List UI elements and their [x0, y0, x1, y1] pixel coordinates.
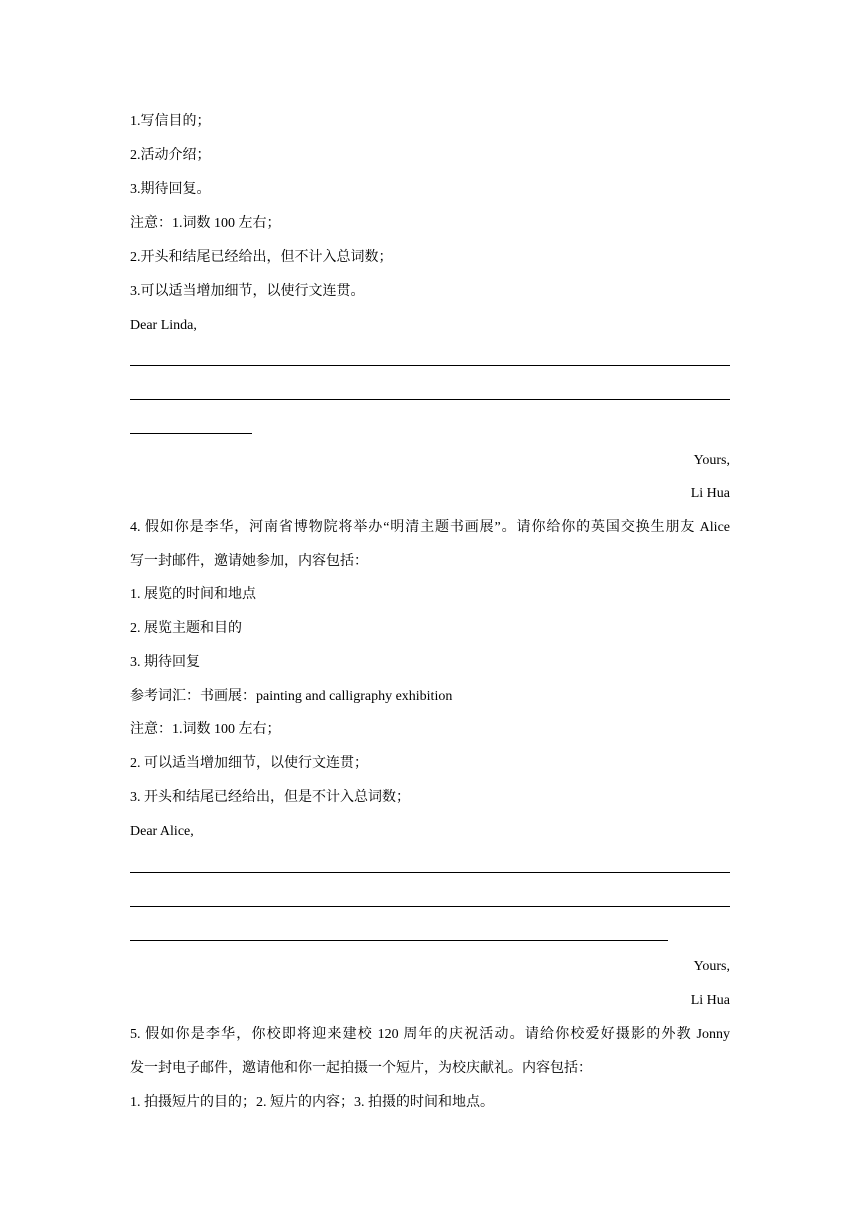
- letter-closing: Yours,: [693, 453, 730, 468]
- note-line: 2.开头和结尾已经给出，但不计入总词数；: [130, 250, 393, 265]
- letter-signature: Li Hua: [690, 993, 730, 1008]
- letter-greeting: Dear Alice,: [130, 824, 194, 839]
- letter-signature: Li Hua: [690, 486, 730, 501]
- question-prompt: 4. 假如你是李华，河南省博物院将举办“明清主题书画展”。请你给你的英国交换生朋友 Alice: [130, 520, 730, 535]
- writing-line: [130, 365, 730, 366]
- letter-greeting: Dear Linda,: [130, 318, 197, 333]
- writing-line: [130, 906, 730, 907]
- list-item: 1.写信目的；: [130, 114, 211, 129]
- list-item: 2. 展览主题和目的: [130, 621, 242, 636]
- list-item: 1. 拍摄短片的目的；2. 短片的内容；3. 拍摄的时间和地点。: [130, 1095, 494, 1110]
- writing-line: [130, 872, 730, 873]
- question-prompt: 写一封邮件，邀请她参加，内容包括：: [130, 554, 368, 569]
- note-line: 注意：1.词数 100 左右；: [130, 216, 281, 231]
- note-line: 2. 可以适当增加细节，以使行文连贯；: [130, 756, 368, 771]
- list-item: 1. 展览的时间和地点: [130, 587, 256, 602]
- question-prompt: 发一封电子邮件，邀请他和你一起拍摄一个短片，为校庆献礼。内容包括：: [130, 1061, 592, 1076]
- list-item: 2.活动介绍；: [130, 148, 211, 163]
- note-line: 注意：1.词数 100 左右；: [130, 722, 281, 737]
- writing-line: [130, 940, 668, 941]
- writing-line: [130, 399, 730, 400]
- note-line: 3.可以适当增加细节，以使行文连贯。: [130, 284, 365, 299]
- list-item: 3. 期待回复: [130, 655, 200, 670]
- question-prompt: 5. 假如你是李华，你校即将迎来建校 120 周年的庆祝活动。请给你校爱好摄影的外教 Jonny: [130, 1027, 730, 1042]
- vocab-hint: 参考词汇：书画展：painting and calligraphy exhibition: [130, 689, 453, 704]
- letter-closing: Yours,: [693, 959, 730, 974]
- note-line: 3. 开头和结尾已经给出，但是不计入总词数；: [130, 790, 410, 805]
- list-item: 3.期待回复。: [130, 182, 211, 197]
- writing-line: [130, 433, 252, 434]
